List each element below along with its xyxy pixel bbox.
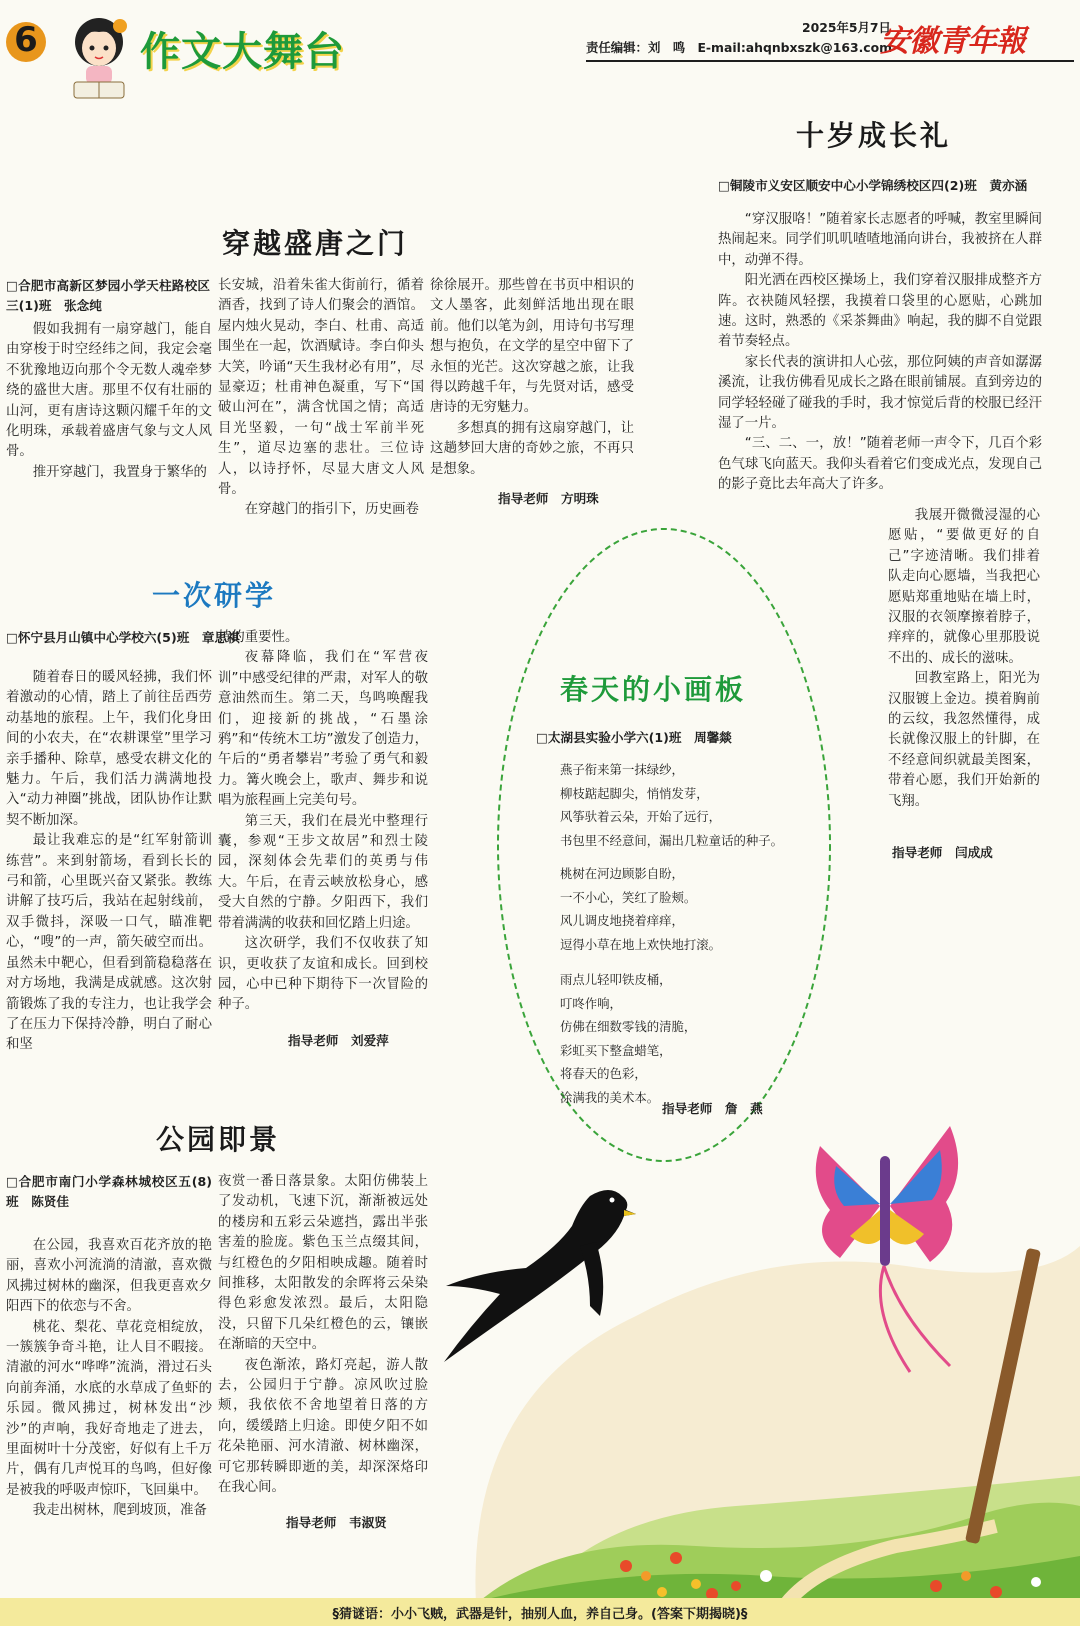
poem-line: 逗得小草在地上欢快地打滚。 [560, 936, 722, 952]
paragraph: 夜幕降临，我们在“军营夜训”中感受纪律的严肃，对军人的敬意油然而生。第二天，鸟鸣唤醒我们，迎接新的挑战，“石墨涂鸦”和“传统木工坊”激发了创造力，午后的“勇者攀岩”考验了勇气和毅力。篝火晚会上，歌声、舞步和说唱为旅程画上完美句号。 [218, 650, 428, 809]
poem-stanza-2 [560, 862, 721, 956]
byline-park: □合肥市南门小学森林城校区五(8)班 陈贤佳 [6, 1174, 212, 1209]
paper-name-logo: 安徽青年報 [880, 24, 1025, 59]
paragraph: 第三天，我们在晨光中整理行囊，参观“王步文故居”和烈士陵园，深刻体会先辈们的英勇与伟大。午后，在青云峡放松身心，感受大自然的宁静。夕阳西下，我们带着满满的收获和回忆踏上归途。 [218, 813, 428, 931]
poem-line: 柳枝踮起脚尖，悄悄发芽， [560, 785, 709, 801]
paragraph: 这次研学，我们不仅收获了知识，更收获了友谊和成长。回到校园，心中已种下期待下一次冒险的种子。 [218, 936, 428, 1013]
teacher-tang: 指导老师 方明珠 [498, 491, 599, 506]
byline-tang: □合肥市高新区梦园小学天柱路校区三(1)班 张念纯 [6, 278, 210, 313]
paragraph: 我走出树林，爬到坡顶，准备 [32, 1503, 207, 1519]
page-number: 6 [14, 20, 38, 60]
paragraph: 桃花、梨花、草花竞相绽放，一簇簇争奇斗艳，让人目不暇接。清澈的河水“哗哗”流淌，滑过石头向前奔涌，水底的水草成了鱼虾的乐园。微风拂过，树林发出“沙沙”的声响，我好奇地走了进去，里面树叶十分茂密，好似有上千万片，偶有几声悦耳的鸟鸣，但好像是被我的呼吸声惊吓，飞回巢中。 [6, 1319, 212, 1498]
paragraph: 长安城，沿着朱雀大街前行，循着酒香，找到了诗人们聚会的酒馆。屋内烛火晃动，李白、杜甫、高适围坐在一起，饮酒赋诗。李白仰头大笑，吟诵“天生我材必有用”，尽显豪迈；杜甫神色凝重，写下“国破山河在”，满含忧国之情；高适目光坚毅，一句“战士军前半死生”，道尽边塞的悲壮。三位诗人，以诗抒怀，尽显大唐文人风骨。 [218, 278, 424, 498]
paragraph: 阳光洒在西校区操场上，我们穿着汉服排成整齐方阵。衣袂随风轻摆，我摸着口袋里的心愿贴，心跳加速。这时，熟悉的《采茶舞曲》响起，我的脚不自觉跟着节奏轻点。 [718, 273, 1042, 350]
paragraph: “三、二、一，放！”随着老师一声令下，几百个彩色气球飞向蓝天。我仰头看着它们变成光点，发现自己的影子竟比去年高大了许多。 [718, 436, 1042, 493]
poem-line: 叮咚作响， [560, 995, 622, 1011]
poem-line: 将春天的色彩， [560, 1066, 647, 1082]
article-title-tang: 穿越盛唐之门 [222, 227, 409, 260]
editor-name: 责任编辑：刘 鸣 [586, 40, 686, 55]
paragraph: 在穿越门的指引下，历史画卷 [244, 502, 419, 518]
poem-line: 涂满我的美术本。 [560, 1089, 660, 1105]
paragraph: 我展开微微浸湿的心愿贴，“要做更好的自己”字迹清晰。我们排着队走向心愿墙，当我把心愿贴郑重地贴在墙上时，汉服的衣领摩擦着脖子，痒痒的，就像心里那股说不出的、成长的滋味。 [888, 508, 1040, 666]
teacher-spring: 指导老师 詹 燕 [662, 1101, 763, 1116]
poem-stanza-1 [560, 758, 783, 852]
article-body-study-2 [218, 628, 428, 1016]
teacher-ten: 指导老师 闫成成 [892, 845, 993, 860]
poem-line: 彩虹买下整盒蜡笔， [560, 1042, 672, 1058]
poem-line: 燕子衔来第一抹绿纱， [560, 762, 684, 777]
article-body-park-1 [6, 1236, 212, 1522]
byline-spring: □太湖县实验小学六(1)班 周馨燚 [536, 730, 732, 745]
article-body-ten-1 [718, 210, 1042, 496]
teacher-study: 指导老师 刘爱萍 [288, 1033, 389, 1048]
poem-line: 仿佛在细数零钱的清脆， [560, 1019, 697, 1035]
butterfly-kite-icon [800, 1086, 970, 1376]
paragraph: 家长代表的演讲扣人心弦，那位阿姨的声音如潺潺溪流，让我仿佛看见成长之路在眼前铺展。直到旁边的同学轻轻碰了碰我的手时，我才惊觉后背的校服已经汗湿了一片。 [718, 354, 1042, 432]
article-body-ten-2 [888, 506, 1040, 812]
editor-line [586, 38, 892, 56]
editor-email[interactable]: E-mail:ahqnbxszk@163.com [697, 40, 893, 55]
poem-line: 一不小心，笑红了脸颊。 [560, 889, 697, 905]
paragraph: 持的重要性。 [218, 630, 299, 645]
poem-line: 风筝驮着云朵，开始了远行， [560, 809, 722, 825]
riddle-text: §猜谜语：小小飞贼，武器是针，抽别人血，养自己身。(答案下期揭晓)§ [332, 1607, 748, 1622]
issue-date: 2025年5月7日 [802, 20, 891, 35]
article-title-park: 公园即景 [156, 1123, 281, 1156]
article-body-study-1 [6, 668, 212, 1056]
article-body-park-2 [218, 1172, 428, 1499]
paragraph: “穿汉服咯！”随着家长志愿者的呼喊，教室里瞬间热闹起来。同学们叽叽喳喳地涌向讲台，我被挤在人群中，动弹不得。 [718, 212, 1042, 268]
header-rule [586, 60, 1074, 62]
swallow-bird-icon [440, 1176, 640, 1366]
byline-study: □怀宁县月山镇中心学校六(5)班 章思祺 [6, 630, 240, 645]
article-title-ten: 十岁成长礼 [796, 119, 952, 152]
poem-line: 书包里不经意间，漏出几粒童话的种子。 [560, 832, 784, 848]
article-body-tang-2 [218, 276, 424, 521]
article-body-tang-3 [430, 276, 634, 480]
column-title: 作文大舞台 [140, 29, 345, 75]
poem-stanza-3 [560, 968, 696, 1110]
poem-line: 风儿调皮地挠着痒痒， [560, 913, 684, 929]
teacher-park: 指导老师 韦淑贤 [286, 1515, 387, 1530]
paragraph: 徐徐展开。那些曾在书页中相识的文人墨客，此刻鲜活地出现在眼前。他们以笔为剑，用诗句书写理想与抱负，在文学的星空中留下了永恒的光芒。这次穿越之旅，让我得以跨越千年，与先贤对话，感受唐诗的无穷魅力。 [430, 278, 634, 416]
poem-line: 桃树在河边顾影自盼， [560, 866, 684, 881]
paragraph: 夜色渐浓，路灯亮起，游人散去，公园归于宁静。凉风吹过脸颊，我依依不舍地望着日落的方向，缓缓踏上归途。即使夕阳不如花朵艳丽、河水清澈、树林幽深，可它那转瞬即逝的美，却深深烙印在我心间。 [218, 1357, 428, 1496]
byline-ten: □铜陵市义安区顺安中心小学锦绣校区四(2)班 黄亦涵 [718, 178, 1028, 193]
paragraph: 回教室路上，阳光为汉服镀上金边。摸着胸前的云纹，我忽然懂得，成长就像汉服上的针脚，在不经意间织就最美图案，带着心愿，我们开始新的飞翔。 [888, 671, 1040, 809]
paragraph: 假如我拥有一扇穿越门，能自由穿梭于时空经纬之间，我定会毫不犹豫地迈向那个令无数人魂牵梦绕的盛世大唐。那里不仅有壮丽的山河，更有唐诗这颗闪耀千年的文化明珠，承载着盛唐气象与文人风骨。 [6, 322, 212, 460]
paragraph: 随着春日的暖风轻拂，我们怀着激动的心情，踏上了前往岳西劳动基地的旅程。上午，我们化身田间的小农夫，在“农耕课堂”里学习亲手播种、除草，感受农耕文化的魅力。午后，我们活力满满地投入“动力神圈”挑战，团队协作让默契不断加深。 [6, 670, 212, 828]
paragraph: 在公园，我喜欢百花齐放的艳丽，喜欢小河流淌的清澈，喜欢微风拂过树林的幽深，但我更喜欢夕阳西下的依恋与不舍。 [6, 1238, 212, 1315]
paragraph: 多想真的拥有这扇穿越门，让这趟梦回大唐的奇妙之旅，不再只是想象。 [430, 420, 634, 477]
paragraph: 夜赏一番日落景象。太阳仿佛装上了发动机，飞速下沉，渐渐被远处的楼房和五彩云朵遮挡，露出半张害羞的脸庞。紫色玉兰点缀其间，与红橙色的夕阳相映成趣。随着时间推移，太阳散发的余晖将云朵染得色彩愈发浓烈。最后，太阳隐没，只留下几朵红橙色的云，镶嵌在渐暗的天空中。 [218, 1174, 428, 1353]
article-title-study: 一次研学 [152, 579, 277, 612]
paragraph: 推开穿越门，我置身于繁华的 [32, 464, 207, 480]
paragraph: 最让我难忘的是“红军射箭训练营”。来到射箭场，看到长长的弓和箭，心里既兴奋又紧张。教练讲解了技巧后，我站在起射线前，双手微抖，深吸一口气，瞄准靶心，“嗖”的一声，箭矢破空而出。虽然未中靶心，但看到箭稳稳落在对方场地，我满是成就感。这次射箭锻炼了我的专注力，也让我学会了在压力下保持冷静，明白了耐心和坚 [6, 833, 212, 1053]
article-title-spring: 春天的小画板 [560, 673, 747, 706]
poem-line: 雨点儿轻叩铁皮桶， [560, 972, 672, 987]
girl-mascot-icon [60, 8, 138, 104]
article-body-tang-1 [6, 320, 212, 483]
